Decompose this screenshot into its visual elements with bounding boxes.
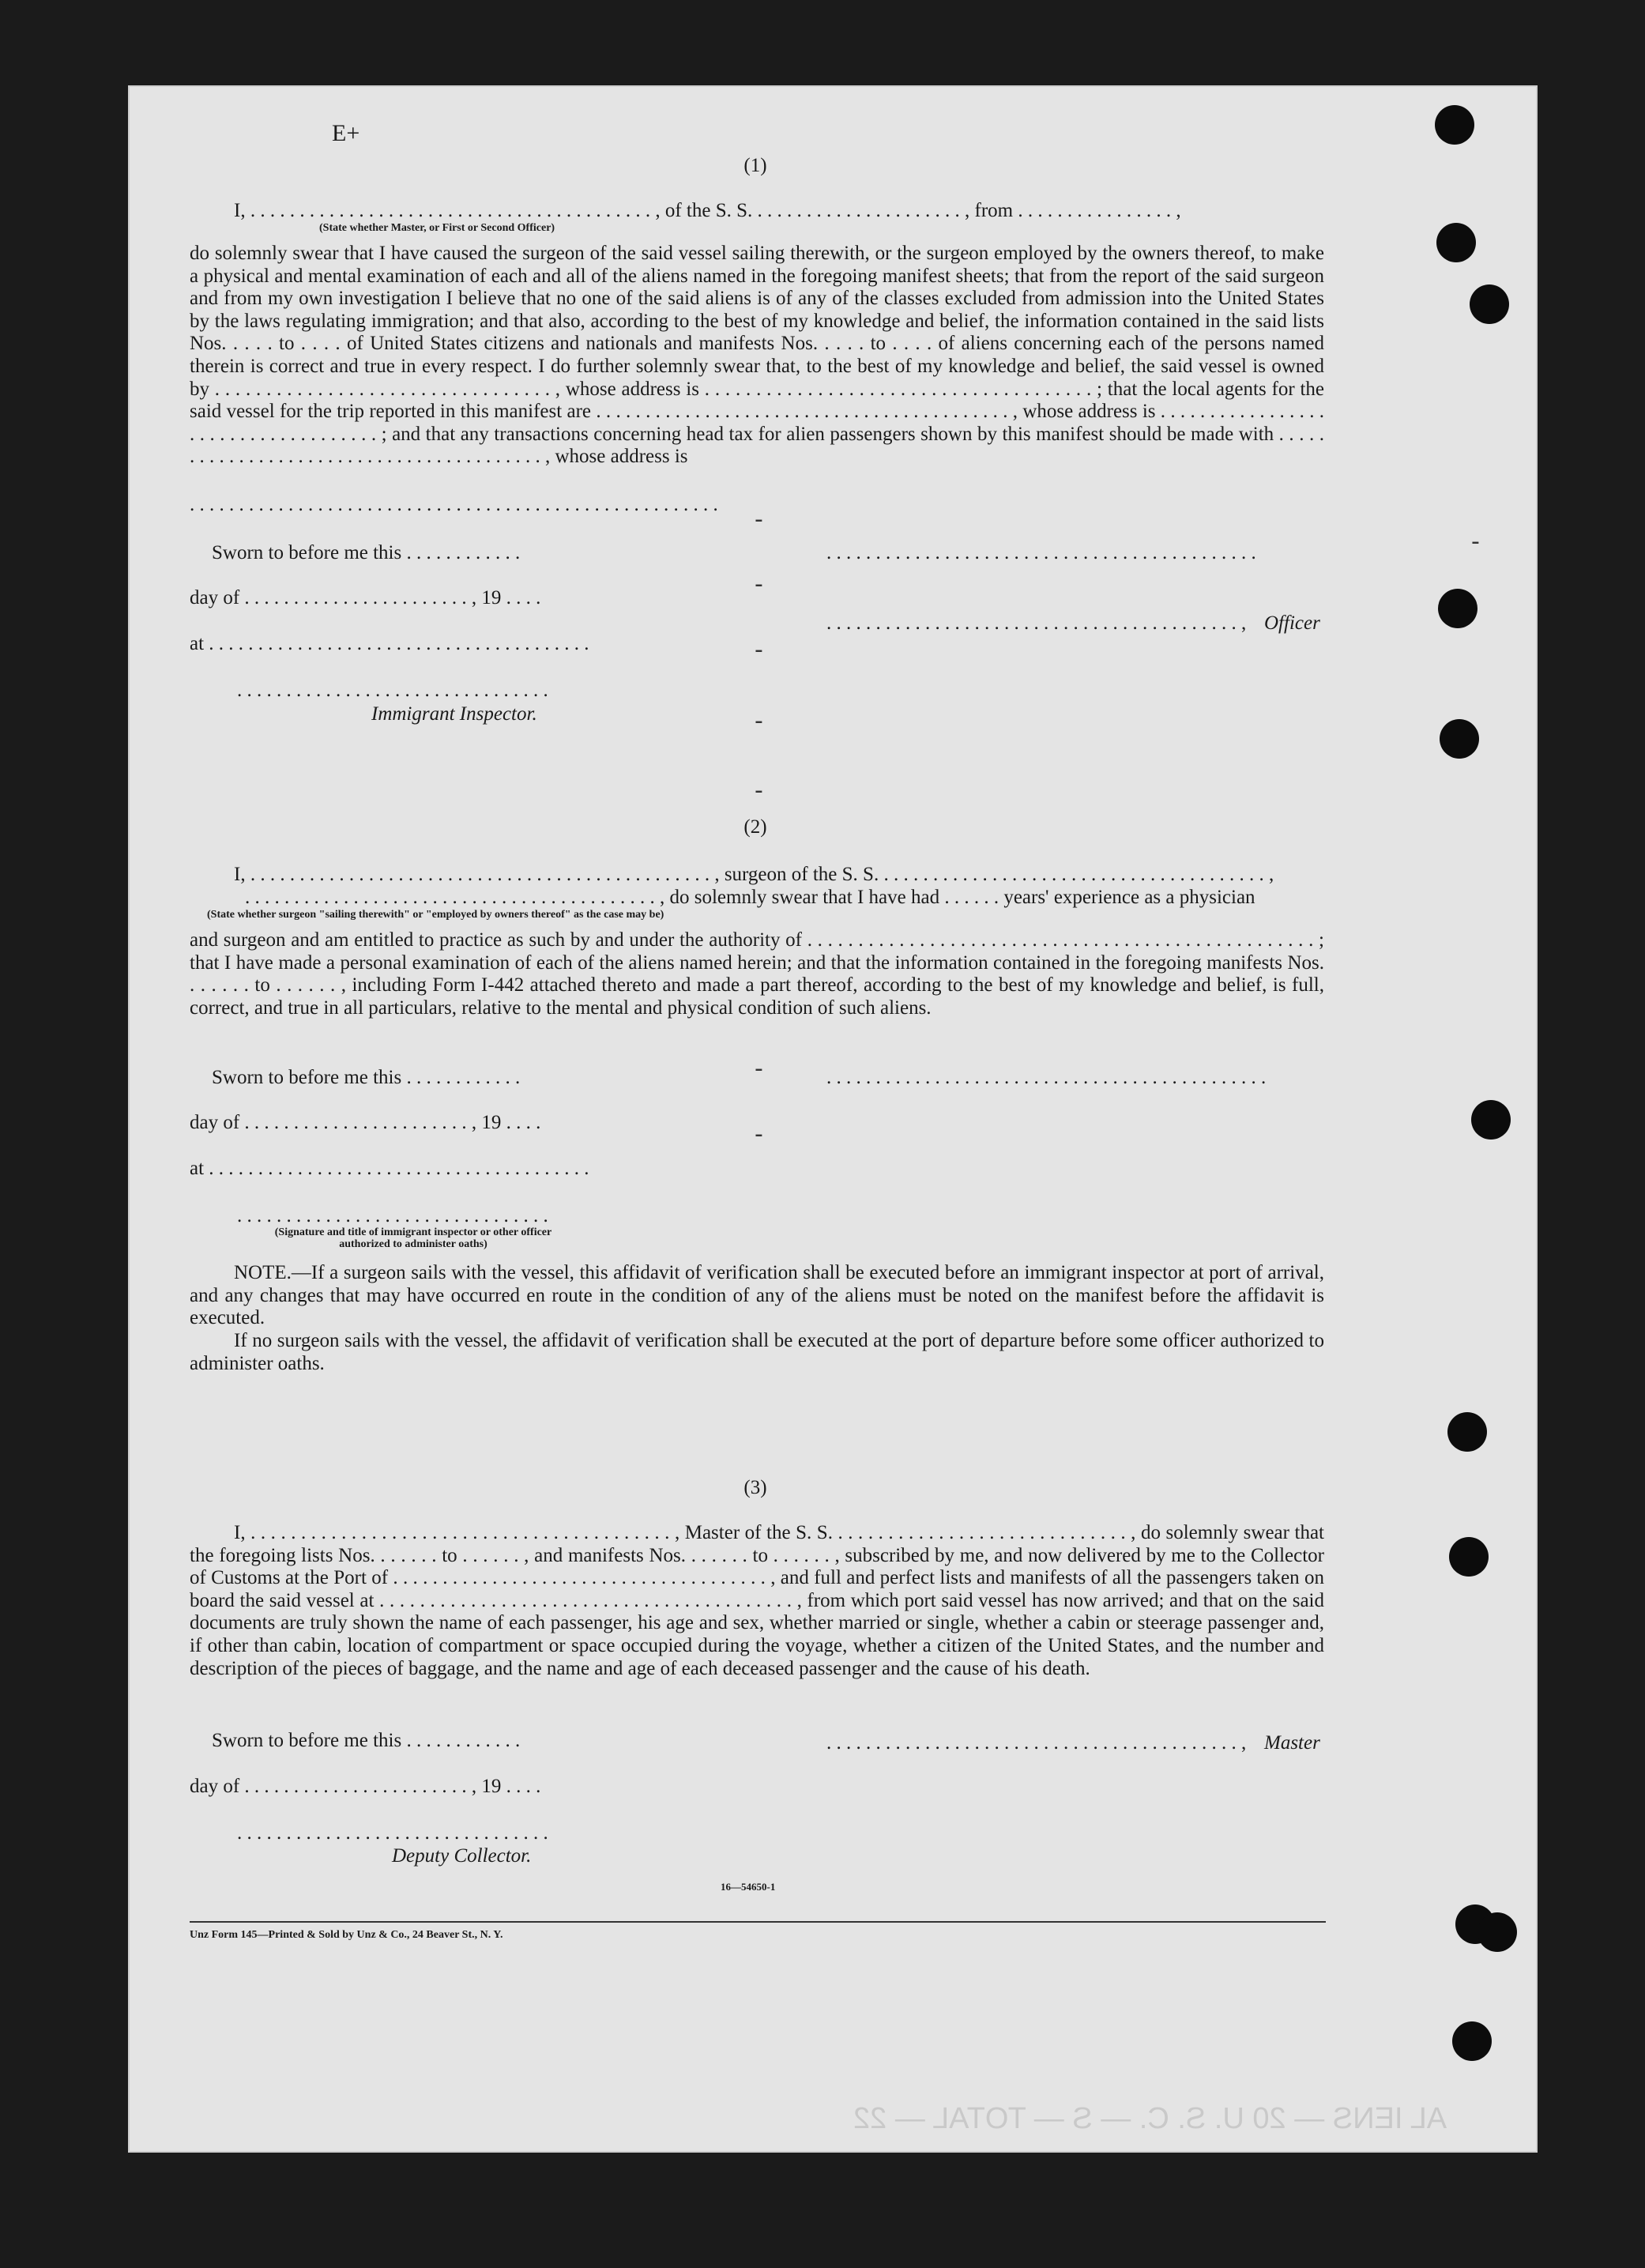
- field-note: (State whether surgeon "sailing therewith" or "employed by owners thereof" as the case may be): [207, 909, 664, 921]
- oath-body: and surgeon and am entitled to practice as such by and under the authority of . . . . . . . . . . . . . . . . . . . . . . . . . . . . . . . . . . . . . . . . . . . . . . . . . . ; that I have made a personal examination of each of the aliens named herein; and that the information contained in the foregoing manifests Nos. . . . . . . to . . . . . . , including Form I-442 attached thereto and made a part thereof, according to the best of my knowledge and belief, is full, correct, and true in all particulars, relative to the mental and physical condition of such aliens.: [190, 929, 1324, 1019]
- sworn-line: Sworn to before me this . . . . . . . . . . . .: [212, 1730, 521, 1751]
- date-line: day of . . . . . . . . . . . . . . . . . . . . . . . , 19 . . . .: [190, 587, 541, 608]
- pencil-mark: -: [755, 506, 763, 533]
- pencil-mark: -: [755, 636, 763, 664]
- binder-hole: [1449, 1537, 1489, 1577]
- dotted-line: . . . . . . . . . . . . . . . . . . . . . . . . . . . . . . . . . . . . . . . . . . . . . . . . . . . . . .: [190, 494, 718, 515]
- oath-line: . . . . . . . . . . . . . . . . . . . . . . . . . . . . . . . . . . . . . . . . . . , do solemnly swear that I have had . . . . . . years' experience as a physician: [245, 887, 1255, 908]
- signature-line: . . . . . . . . . . . . . . . . . . . . . . . . . . . . . . . . . . . . . . . . . . ,: [826, 612, 1247, 634]
- section-number: (3): [743, 1477, 767, 1498]
- pencil-mark: -: [755, 777, 763, 804]
- form-code: 16—54650-1: [721, 1881, 776, 1893]
- signer-title: Deputy Collector.: [392, 1845, 532, 1867]
- signature-line: . . . . . . . . . . . . . . . . . . . . . . . . . . . . . . . . . . . . . . . . . . . . .: [826, 1067, 1267, 1088]
- oath-line: I, . . . . . . . . . . . . . . . . . . . . . . . . . . . . . . . . . . . . . . . . . , of the S. S. . . . . . . . . . . . . . . . . . . . . . , from . . . . . . . . . . . . . . . . ,: [234, 200, 1181, 221]
- signature-line: . . . . . . . . . . . . . . . . . . . . . . . . . . . . . . . . . . . . . . . . . . ,: [826, 1732, 1247, 1754]
- binder-hole: [1438, 589, 1477, 628]
- sworn-line: Sworn to before me this . . . . . . . . . . . .: [212, 1067, 521, 1088]
- binder-hole: [1470, 284, 1509, 324]
- note-paragraph: NOTE.—If a surgeon sails with the vessel, this affidavit of verification shall be executed before an immigrant inspector at port of arrival, and any changes that may have occurred en route in the condition of any of the aliens must be noted on the manifest before the affidavit is executed.: [190, 1262, 1324, 1329]
- signer-title: Master: [1264, 1732, 1320, 1754]
- pencil-mark: -: [755, 571, 763, 598]
- bleed-through-text: AL IENS — 20 U. S. C. — S — TOTAL — 22: [853, 2102, 1447, 2135]
- signature-line: . . . . . . . . . . . . . . . . . . . . . . . . . . . . . . . .: [237, 1822, 548, 1844]
- binder-hole: [1440, 719, 1479, 759]
- signature-line: . . . . . . . . . . . . . . . . . . . . . . . . . . . . . . . . . . . . . . . . . . . .: [826, 542, 1256, 563]
- oath-body: do solemnly swear that I have caused the surgeon of the said vessel sailing therewith, or the surgeon employed by the owners thereof, to make a physical and mental examination of each and all of the aliens named in the foregoing manifest sheets; that from the report of the said surgeon and from my own investigation I believe that no one of the said aliens is of any of the classes excluded from admission into the United States by the laws regulating immigration; and that also, according to the best of my knowledge and belief, the information contained in the said lists Nos. . . . . to . . . . of United States citizens and nationals and manifests Nos. . . . . to . . . . of aliens concerning each of the persons named therein is correct and true in every respect. I do further solemnly swear that, to the best of my knowledge and belief, the said vessel is owned by . . . . . . . . . . . . . . . . . . . . . . . . . . . . . . . . . , whose address is . . . . . . . . . . . . . . . . . . . . . . . . . . . . . . . . . . . . . . ; that the local agents for the said vessel for the trip reported in this manifest are . . . . . . . . . . . . . . . . . . . . . . . . . . . . . . . . . . . . . . . . . . , whose address is . . . . . . . . . . . . . . . . . . . . . . . . . . . . . . . . . . . . ; and that any transactions concerning head tax for alien passengers shown by this manifest should be made with . . . . . . . . . . . . . . . . . . . . . . . . . . . . . . . . . . . . . . . . . , whose address is: [190, 243, 1324, 468]
- pencil-mark: -: [755, 1055, 763, 1083]
- handwritten-note: E+: [332, 120, 360, 146]
- binder-hole: [1452, 2021, 1492, 2061]
- pencil-mark: -: [1471, 528, 1480, 556]
- section-number: (2): [743, 816, 767, 838]
- binder-hole: [1471, 1100, 1511, 1140]
- section-number: (1): [743, 155, 767, 176]
- place-line: at . . . . . . . . . . . . . . . . . . . . . . . . . . . . . . . . . . . . . . .: [190, 1158, 589, 1179]
- field-note: (State whether Master, or First or Second Officer): [319, 222, 555, 234]
- signer-title: Immigrant Inspector.: [371, 703, 537, 725]
- sworn-line: Sworn to before me this . . . . . . . . . . . .: [212, 542, 521, 563]
- signature-line: . . . . . . . . . . . . . . . . . . . . . . . . . . . . . . . .: [237, 1205, 548, 1226]
- signature-caption: (Signature and title of immigrant inspector or other officer authorized to administer oaths): [274, 1226, 552, 1250]
- footer-rule: [190, 1921, 1326, 1923]
- binder-hole: [1477, 1912, 1517, 1952]
- place-line: at . . . . . . . . . . . . . . . . . . . . . . . . . . . . . . . . . . . . . . .: [190, 633, 589, 654]
- signer-title: Officer: [1264, 612, 1320, 634]
- binder-hole: [1436, 223, 1476, 262]
- note-paragraph: If no surgeon sails with the vessel, the affidavit of verification shall be executed at the port of departure before some officer authorized to administer oaths.: [190, 1330, 1324, 1374]
- binder-hole: [1435, 105, 1474, 145]
- pencil-mark: -: [755, 1121, 763, 1148]
- oath-line: I, . . . . . . . . . . . . . . . . . . . . . . . . . . . . . . . . . . . . . . . . . . . . . . . , surgeon of the S. S. . . . . . . . . . . . . . . . . . . . . . . . . . . . . . . . . . . . . . . . ,: [234, 864, 1274, 885]
- date-line: day of . . . . . . . . . . . . . . . . . . . . . . . , 19 . . . .: [190, 1112, 541, 1133]
- binder-hole: [1447, 1412, 1487, 1452]
- date-line: day of . . . . . . . . . . . . . . . . . . . . . . . , 19 . . . .: [190, 1776, 541, 1797]
- printer-imprint: Unz Form 145—Printed & Sold by Unz & Co., 24 Beaver St., N. Y.: [190, 1929, 503, 1941]
- oath-body: I, . . . . . . . . . . . . . . . . . . . . . . . . . . . . . . . . . . . . . . . . . . , Master of the S. S. . . . . . . . . . . . . . . . . . . . . . . . . . . . . . , do solemnly swear that the foregoing lists Nos. . . . . . . to . . . . . . , and manifests Nos. . . . . . . to . . . . . . , subscribed by me, and now delivered by me to the Collector of Customs at the Port of . . . . . . . . . . . . . . . . . . . . . . . . . . . . . . . . . . . . . . , and full and perfect lists and manifests of all the passengers taken on board the said vessel at . . . . . . . . . . . . . . . . . . . . . . . . . . . . . . . . . . . . . . . . . , from which port said vessel has now arrived; and that on the said documents are truly shown the name of each passenger, his age and sex, whether married or single, whether a cabin or steerage passenger and, if other than cabin, location of compartment or space occupied during the voyage, whether a citizen of the United States, and the number and description of the pieces of baggage, and the name and age of each deceased passenger and the cause of his death.: [190, 1522, 1324, 1679]
- signature-line: . . . . . . . . . . . . . . . . . . . . . . . . . . . . . . . .: [237, 680, 548, 701]
- pencil-mark: -: [755, 707, 763, 735]
